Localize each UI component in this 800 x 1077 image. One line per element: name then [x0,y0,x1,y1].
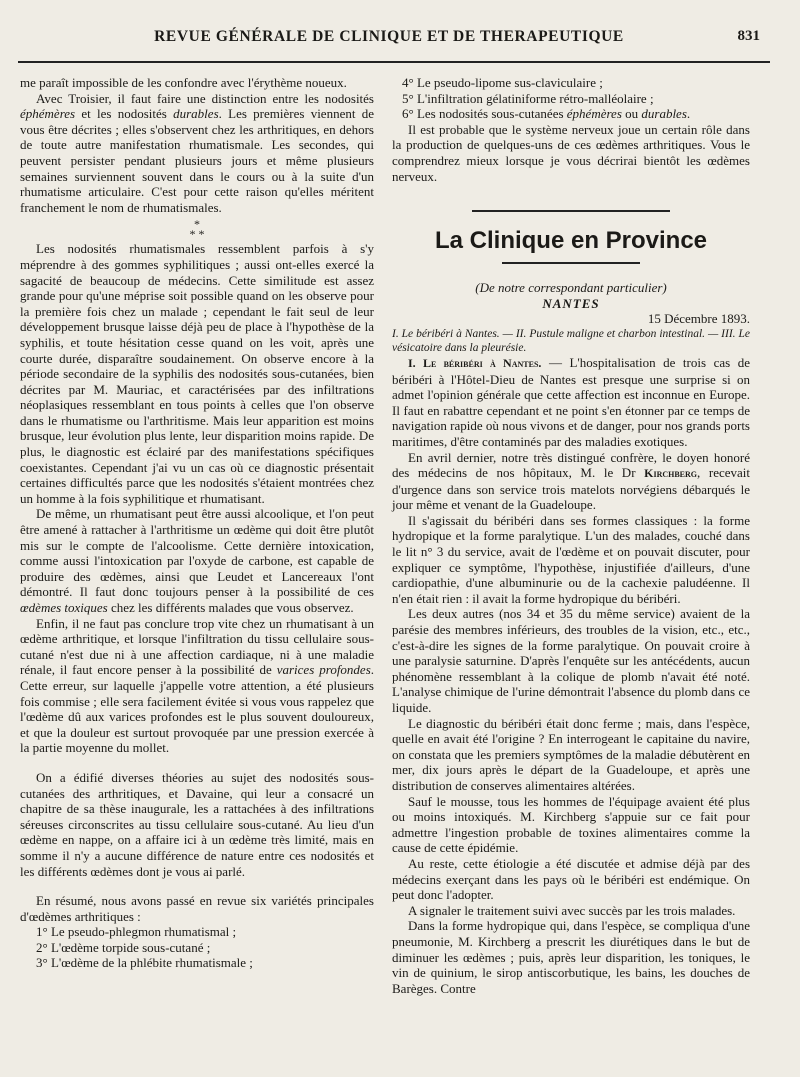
list-item: 4° Le pseudo-lipome sus-claviculaire ; [402,75,603,90]
paragraph: Les deux autres (nos 34 et 35 du même service) avaient de la parésie des membres inférieurs, des troubles de la vision, etc., etc., c'est-à-dire les signes de la forme paralytique. On pouvait croire à une paralysie saturnine. D'après l'enquête sur les antécédents, aucun phénomène ressemblant à la colique de plomb n'avait été noté. L'analyse chimique de l'urine démontrait l'absence du plomb dans ce liquide. [392,606,750,715]
paragraph: Enfin, il ne faut pas conclure trop vite chez un rhumatisant à un œdème arthritique, et lorsque l'infiltration du tissu cellulaire sous-cutané n'est due ni à une affection cardiaque, ni à une maladie rénale, il faut encore penser à la possibilité de varices profondes. Cette erreur, sur laquelle j'appelle votre attention, a été plusieurs fois commise ; elle sera facilement évitée si vous vous rappelez que l'œdème dû aux varices profondes est le plus souvent douloureux, et que la douleur est surtout provoquée par une pression exercée à la partie moyenne du mollet. [20,615,375,756]
left-column [20,75,374,971]
correspondent-note: (De notre correspondant particulier) [475,280,667,296]
paragraph: En avril dernier, notre très distingué confrère, le doyen honoré des médecins de nos hôpitaux, M. le Dr Kirchberg, recevait d'urgence dans son service trois matelots norvégiens débarqués le jour même et venant de la Guadeloupe. [392,449,751,513]
list-item: 6° Les nodosités sous-cutanées éphémères ou durables. [402,106,691,122]
edema-list-continued [392,75,750,122]
section-asterisks: * * * [189,217,205,242]
list-item: 5° L'infiltration gélatiniforme rétro-malléolaire ; [402,90,654,106]
city-heading: NANTES [542,295,600,311]
paragraph: Les nodosités rhumatismales ressemblent parfois à s'y méprendre à des gommes syphilitiques ; aussi ont-elles exercé la sagacité de beaucoup de médecins. Cette similitude est assez grande pour qu'une méprise soit possible quand on les observe pour la première fois chez un malade ; cependant le fait seul de leur développement brusque laisse déjà peu de place à l'hypothèse de la syphilis, et toute hésitation cesse quand on les voit, après une courte durée, disparaître soudainement. On observe encore à la période secondaire de la syphilis des nodosités sous-cutanées, bien décrites par M. Mauriac, et caractérisées par des infiltrations néoplasiques ressemblant en tous points à celles que l'on observe dans le rhumatisme ou l'arthritisme. Mais leur apparition est moins brusque, leur évolution plus lente, leur disparition moins rapide. De plus, le diagnostic est éclairé par des manifestations spécifiques coexistantes. Cependant j'ai vu un cas où ce diagnostic présentait certaines difficultés parce que les nodosités s'étaient montrées chez un homme à la fois syphilitique et rhumatisant. [20,241,374,506]
paragraph: Il s'agissait du béribéri dans ses formes classiques : la forme hydropique et la forme paralytique. L'un des malades, couché dans le lit n° 3 du service, avait de l'œdème et on pouvait discuter, pour expliquer ce symptôme, l'hypothèse, injustifiée d'ailleurs, d'une cardiopathie, d'une albuminurie ou de la cachexie paludéenne. Il n'en était rien : il avait la forme hydropique du béribéri. [392,512,750,606]
paragraph: Dans la forme hydropique qui, dans l'espèce, se compliqua d'une pneumonie, M. Kirchberg a prescrit les diurétiques dans le but de diminuer les œdèmes ; puis, après leur disparition, les toniques, le vin de quinium, le sirop antiscorbutique, les bains, les douches de Barèges. Contre [392,918,750,996]
article-summary: I. Le béribéri à Nantes. — II. Pustule maligne et charbon intestinal. — III. Le vésicatoire dans la pleurésie. [392,327,750,354]
running-header [18,28,760,56]
paragraph: Avec Troisier, il faut faire une distinction entre les nodosités éphémères et les nodosités durables. Les premières viennent de vous être décrites ; elles s'observent chez les arthritiques, en dehors de toute autre manifestation rhumatismale. Les secondes, qui peuvent persister pendant plusieurs jours et même plusieurs semaines surviennent souvent dans le cours ou à la suite d'un rhumatisme articulaire. C'est pour cette raison qu'elles méritent franchement le nom de rhumatismales. [20,90,374,215]
person-name: Kirchberg [644,466,698,481]
list-item: 1° Le pseudo-phlegmon rhumatismal ; [36,924,237,940]
paragraph: Au reste, cette étiologie a été discutée et admise déjà par des médecins exerçant dans les pays où le béribéri est endémique. On peut donc l'adopter. [392,855,750,903]
paragraph: Il est probable que le système nerveux joue un certain rôle dans la production de quelques-uns de ces œdèmes arthritiques. Vous le comprendrez mieux lorsque je vous décrirai bientôt les œdèmes nerveux. [392,121,750,184]
right-column [392,75,750,996]
edema-list [20,924,374,971]
page-number: 831 [737,28,760,44]
subsection-heading: I. Le béribéri à Nantes. [408,355,542,370]
section-divider [472,210,670,212]
paragraph: Le diagnostic du béribéri était donc ferme ; mais, dans l'espèce, quelle en avait été l'origine ? En interrogeant le capitaine du navire, on constata que les premiers symptômes de la maladie débutèrent en mer, dix jours après le départ de la Guadeloupe, et après une distribution de conserves alimentaires altérées. [392,715,750,793]
title-underline [502,262,640,264]
list-item: 3° L'œdème de la phlébite rhumatismale ; [36,955,253,971]
paragraph: Sauf le mousse, tous les hommes de l'équipage avaient été plus ou moins intoxiqués. M. Kirchberg s'appuie sur ce fait pour admettre l'ingestion probable de toxines alimentaires comme la cause de cette épidémie. [392,793,750,856]
paragraph: On a édifié diverses théories au sujet des nodosités sous-cutanées des arthritiques, et Davaine, qui leur a consacré un chapitre de sa thèse inaugurale, les a rattachées à des infiltrations séreuses circonscrites au tissu cellulaire sous-cutané. Au lieu d'un œdème en nappe, on a affaire ici à un œdème très limité, mais en somme il n'y a aucune différence de nature entre ces nodosités et les différents œdèmes dont je vous ai parlé. [20,769,374,879]
paragraph: De même, un rhumatisant peut être aussi alcoolique, et l'on peut être amené à rattacher à l'arthritisme un œdème qui doit être plutôt mis sur le compte de l'alcoolisme. Cette dernière intoxication, comme aussi l'intoxication par l'oxyde de carbone, est capable de produire des œdèmes, ainsi que Leudet et Lancereaux l'ont démontré. Il faut donc toujours penser à la possibilité de ces œdèmes toxiques chez les différents malades que vous observez. [20,506,374,615]
paragraph: A signaler le traitement suivi avec succès par les trois malades. [408,902,736,918]
section-title: La Clinique en Province [434,227,708,255]
journal-title: REVUE GÉNÉRALE DE CLINIQUE ET DE THERAPEUTIQUE [154,28,624,45]
paragraph: I. Le béribéri à Nantes. — L'hospitalisation de trois cas de béribéri à l'Hôtel-Dieu de Nantes est presque une surprise si on admet l'opinion générale que cette affection est inconnue en Europe. Il faut en rabattre cependant et ne point s'en étonner par ce temps de navigation rapide où nous vivons et de danger, pour nos grands ports maritimes, d'être contaminés par des maladies exotiques. [392,354,750,449]
paragraph: En résumé, nous avons passé en revue six variétés principales d'œdèmes arthritiques : [20,893,374,924]
dateline: 15 Décembre 1893. [647,311,750,327]
header-rule [18,61,770,63]
list-item: 2° L'œdème torpide sous-cutané ; [36,939,211,955]
paragraph: me paraît impossible de les confondre avec l'érythème noueux. [20,75,347,90]
